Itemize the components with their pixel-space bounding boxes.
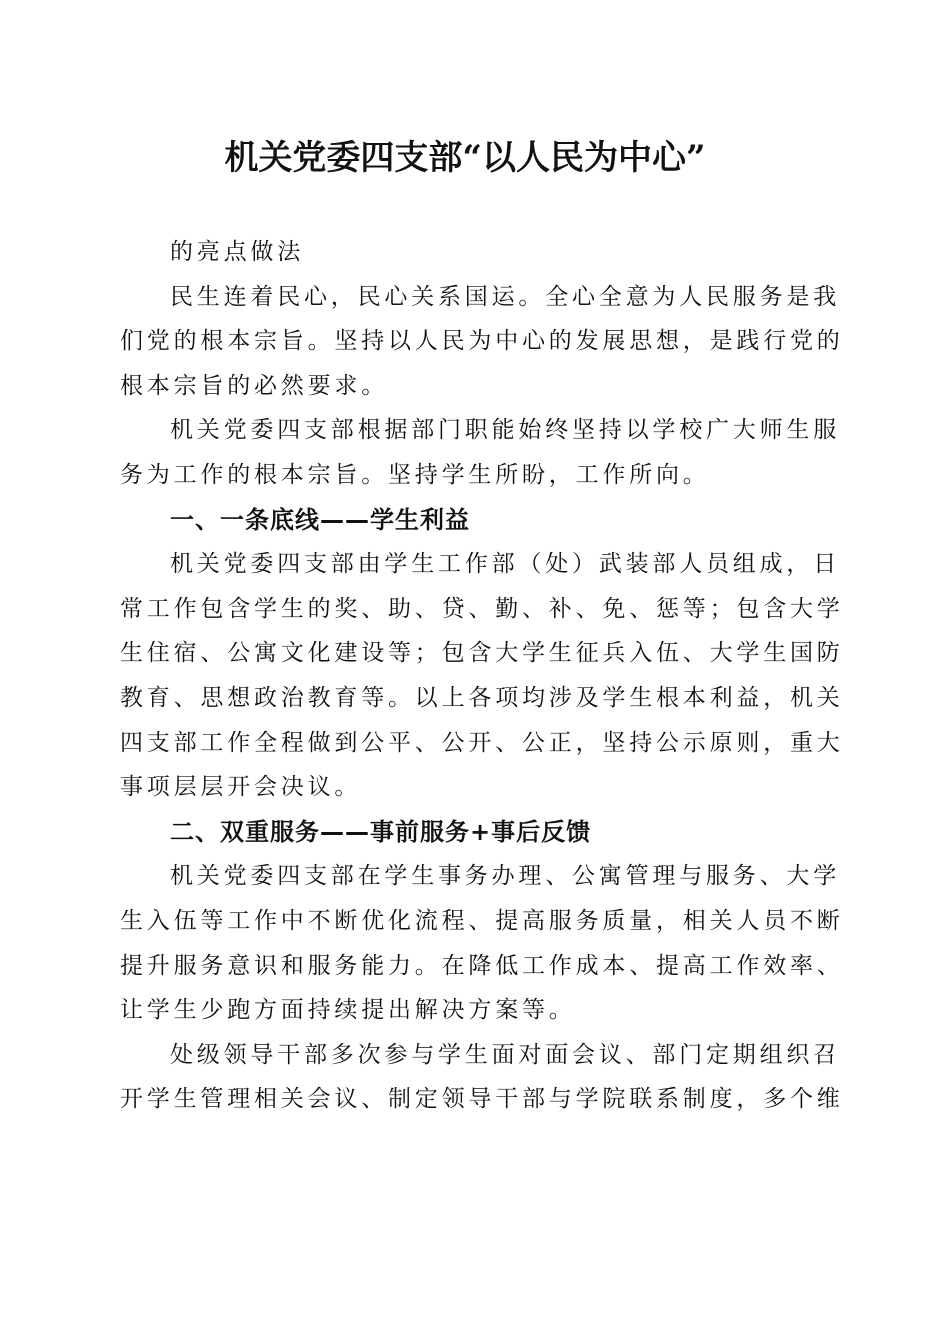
paragraph-line: 生住宿、公寓文化建设等；包含大学生征兵入伍、大学生国防: [120, 640, 844, 667]
paragraph-line: 常工作包含学生的奖、助、贷、勤、补、免、惩等；包含大学: [120, 595, 844, 622]
paragraph-line: 机关党委四支部由学生工作部（处）武装部人员组成，日: [170, 551, 840, 578]
paragraph-line: 务为工作的根本宗旨。坚持学生所盼，工作所向。: [120, 461, 710, 488]
paragraph-line: 民生连着民心，民心关系国运。全心全意为人民服务是我: [170, 283, 840, 310]
document-title: 机关党委四支部“以人民为中心”: [224, 138, 706, 178]
paragraph-line: 根本宗旨的必然要求。: [120, 372, 388, 399]
paragraph-line: 让学生少跑方面持续提出解决方案等。: [120, 997, 576, 1024]
paragraph-line: 机关党委四支部在学生事务办理、公寓管理与服务、大学: [170, 863, 840, 890]
paragraph-line: 开学生管理相关会议、制定领导干部与学院联系制度，多个维: [120, 1086, 844, 1113]
paragraph-line: 们党的根本宗旨。坚持以人民为中心的发展思想，是践行党的: [120, 328, 844, 355]
paragraph-line: 的亮点做法: [170, 239, 304, 265]
paragraph-line: 提升服务意识和服务能力。在降低工作成本、提高工作效率、: [120, 952, 844, 979]
section-heading: 一、一条底线——学生利益: [170, 505, 470, 534]
paragraph-line: 四支部工作全程做到公平、公开、公正，坚持公示原则，重大: [120, 729, 844, 756]
paragraph-line: 教育、思想政治教育等。以上各项均涉及学生根本利益，机关: [120, 684, 844, 711]
paragraph-line: 生入伍等工作中不断优化流程、提高服务质量，相关人员不断: [120, 907, 844, 934]
paragraph-line: 机关党委四支部根据部门职能始终坚持以学校广大师生服: [170, 417, 840, 444]
paragraph-line: 处级领导干部多次参与学生面对面会议、部门定期组织召: [170, 1041, 840, 1068]
paragraph-line: 事项层层开会决议。: [120, 774, 362, 801]
document-body: [120, 230, 844, 1122]
section-heading: 二、双重服务——事前服务+事后反馈: [170, 817, 592, 846]
